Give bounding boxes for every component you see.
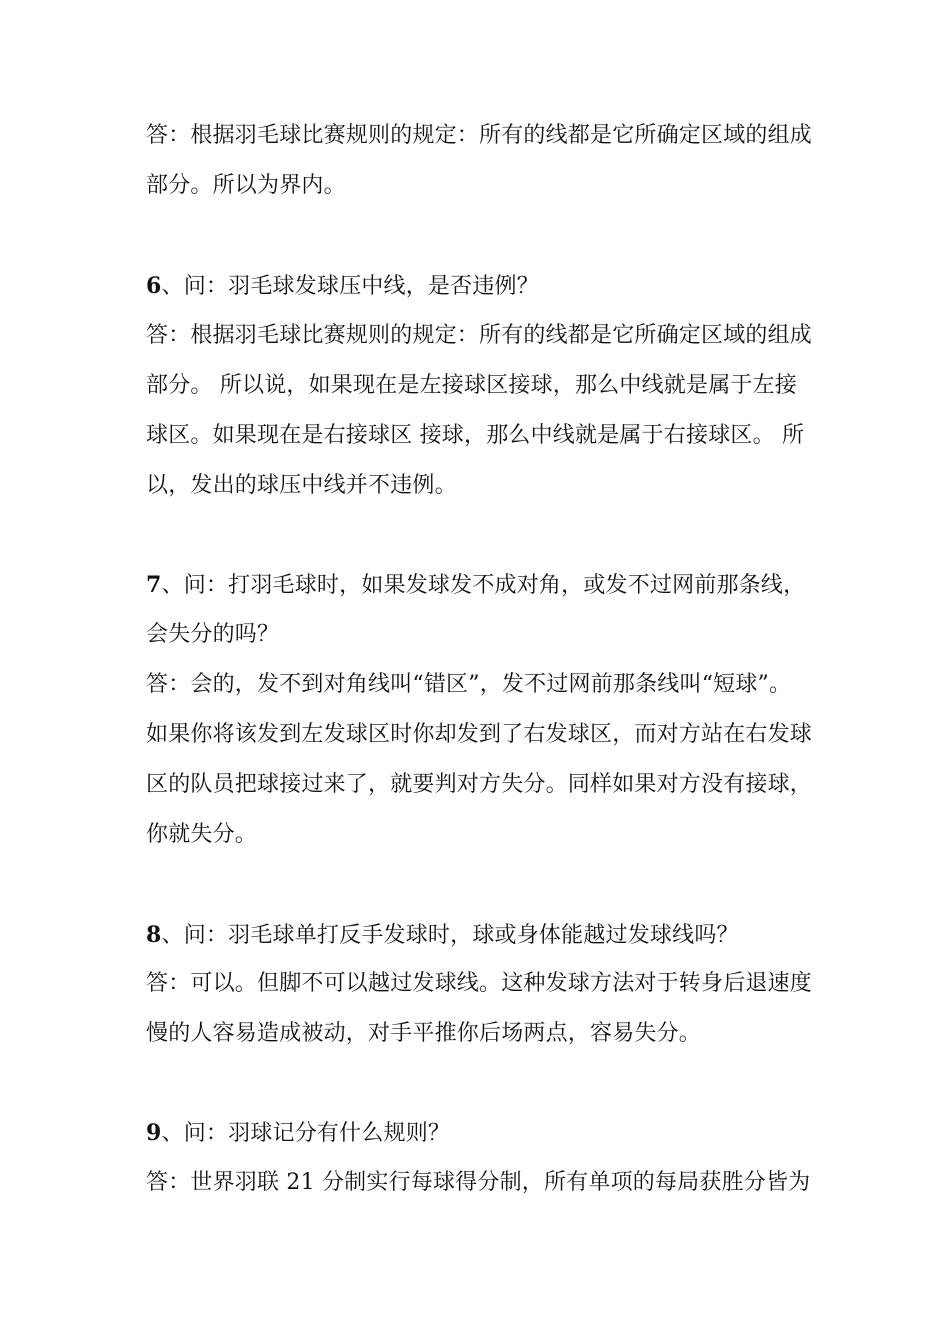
question-6: [146, 271, 816, 302]
question-number: 9: [146, 1120, 162, 1146]
question-number: 7: [146, 572, 162, 598]
answer-line: 如果你将该发到左发球区时你却发到了右发球区，而对方站在右发球: [146, 722, 813, 747]
question-7-continuation: 会失分的吗？: [146, 622, 280, 647]
question-text: 、问：打羽毛球时，如果发球发不成对角，或发不过网前那条线，: [161, 573, 806, 598]
question-9: [146, 1118, 816, 1149]
question-text: 、问：羽球记分有什么规则？: [161, 1121, 451, 1146]
answer-line: 部分。所以为界内。: [146, 173, 346, 198]
answer-line: 区的队员把球接过来了，就要判对方失分。同样如果对方没有接球，: [146, 772, 813, 797]
answer-line: 答：可以。但脚不可以越过发球线。这种发球方法对于转身后退速度: [146, 971, 813, 996]
answer-line: 答：会的，发不到对角线叫“错区”，发不过网前那条线叫“短球”。: [146, 672, 792, 697]
answer-line: 慢的人容易造成被动，对手平推你后场两点，容易失分。: [146, 1021, 702, 1046]
answer-line: 答：根据羽毛球比赛规则的规定：所有的线都是它所确定区域的组成: [146, 323, 813, 348]
question-7: [146, 570, 816, 601]
question-number: 6: [146, 273, 162, 299]
answer-line: 答：根据羽毛球比赛规则的规定：所有的线都是它所确定区域的组成: [146, 123, 813, 148]
question-number: 8: [146, 922, 162, 948]
answer-line: 以，发出的球压中线并不违例。: [146, 473, 457, 498]
answer-line: 部分。 所以说，如果现在是左接球区接球，那么中线就是属于左接: [146, 373, 797, 398]
question-8: [146, 920, 816, 951]
answer-line: 答：世界羽联 21 分制实行每球得分制，所有单项的每局获胜分皆为: [146, 1170, 811, 1195]
answer-line: 你就失分。: [146, 822, 258, 847]
answer-line: 球区。如果现在是右接球区 接球，那么中线就是属于右接球区。 所: [146, 423, 805, 448]
question-text: 、问：羽毛球发球压中线，是否违例？: [161, 274, 539, 299]
question-text: 、问：羽毛球单打反手发球时，球或身体能越过发球线吗？: [161, 923, 739, 948]
